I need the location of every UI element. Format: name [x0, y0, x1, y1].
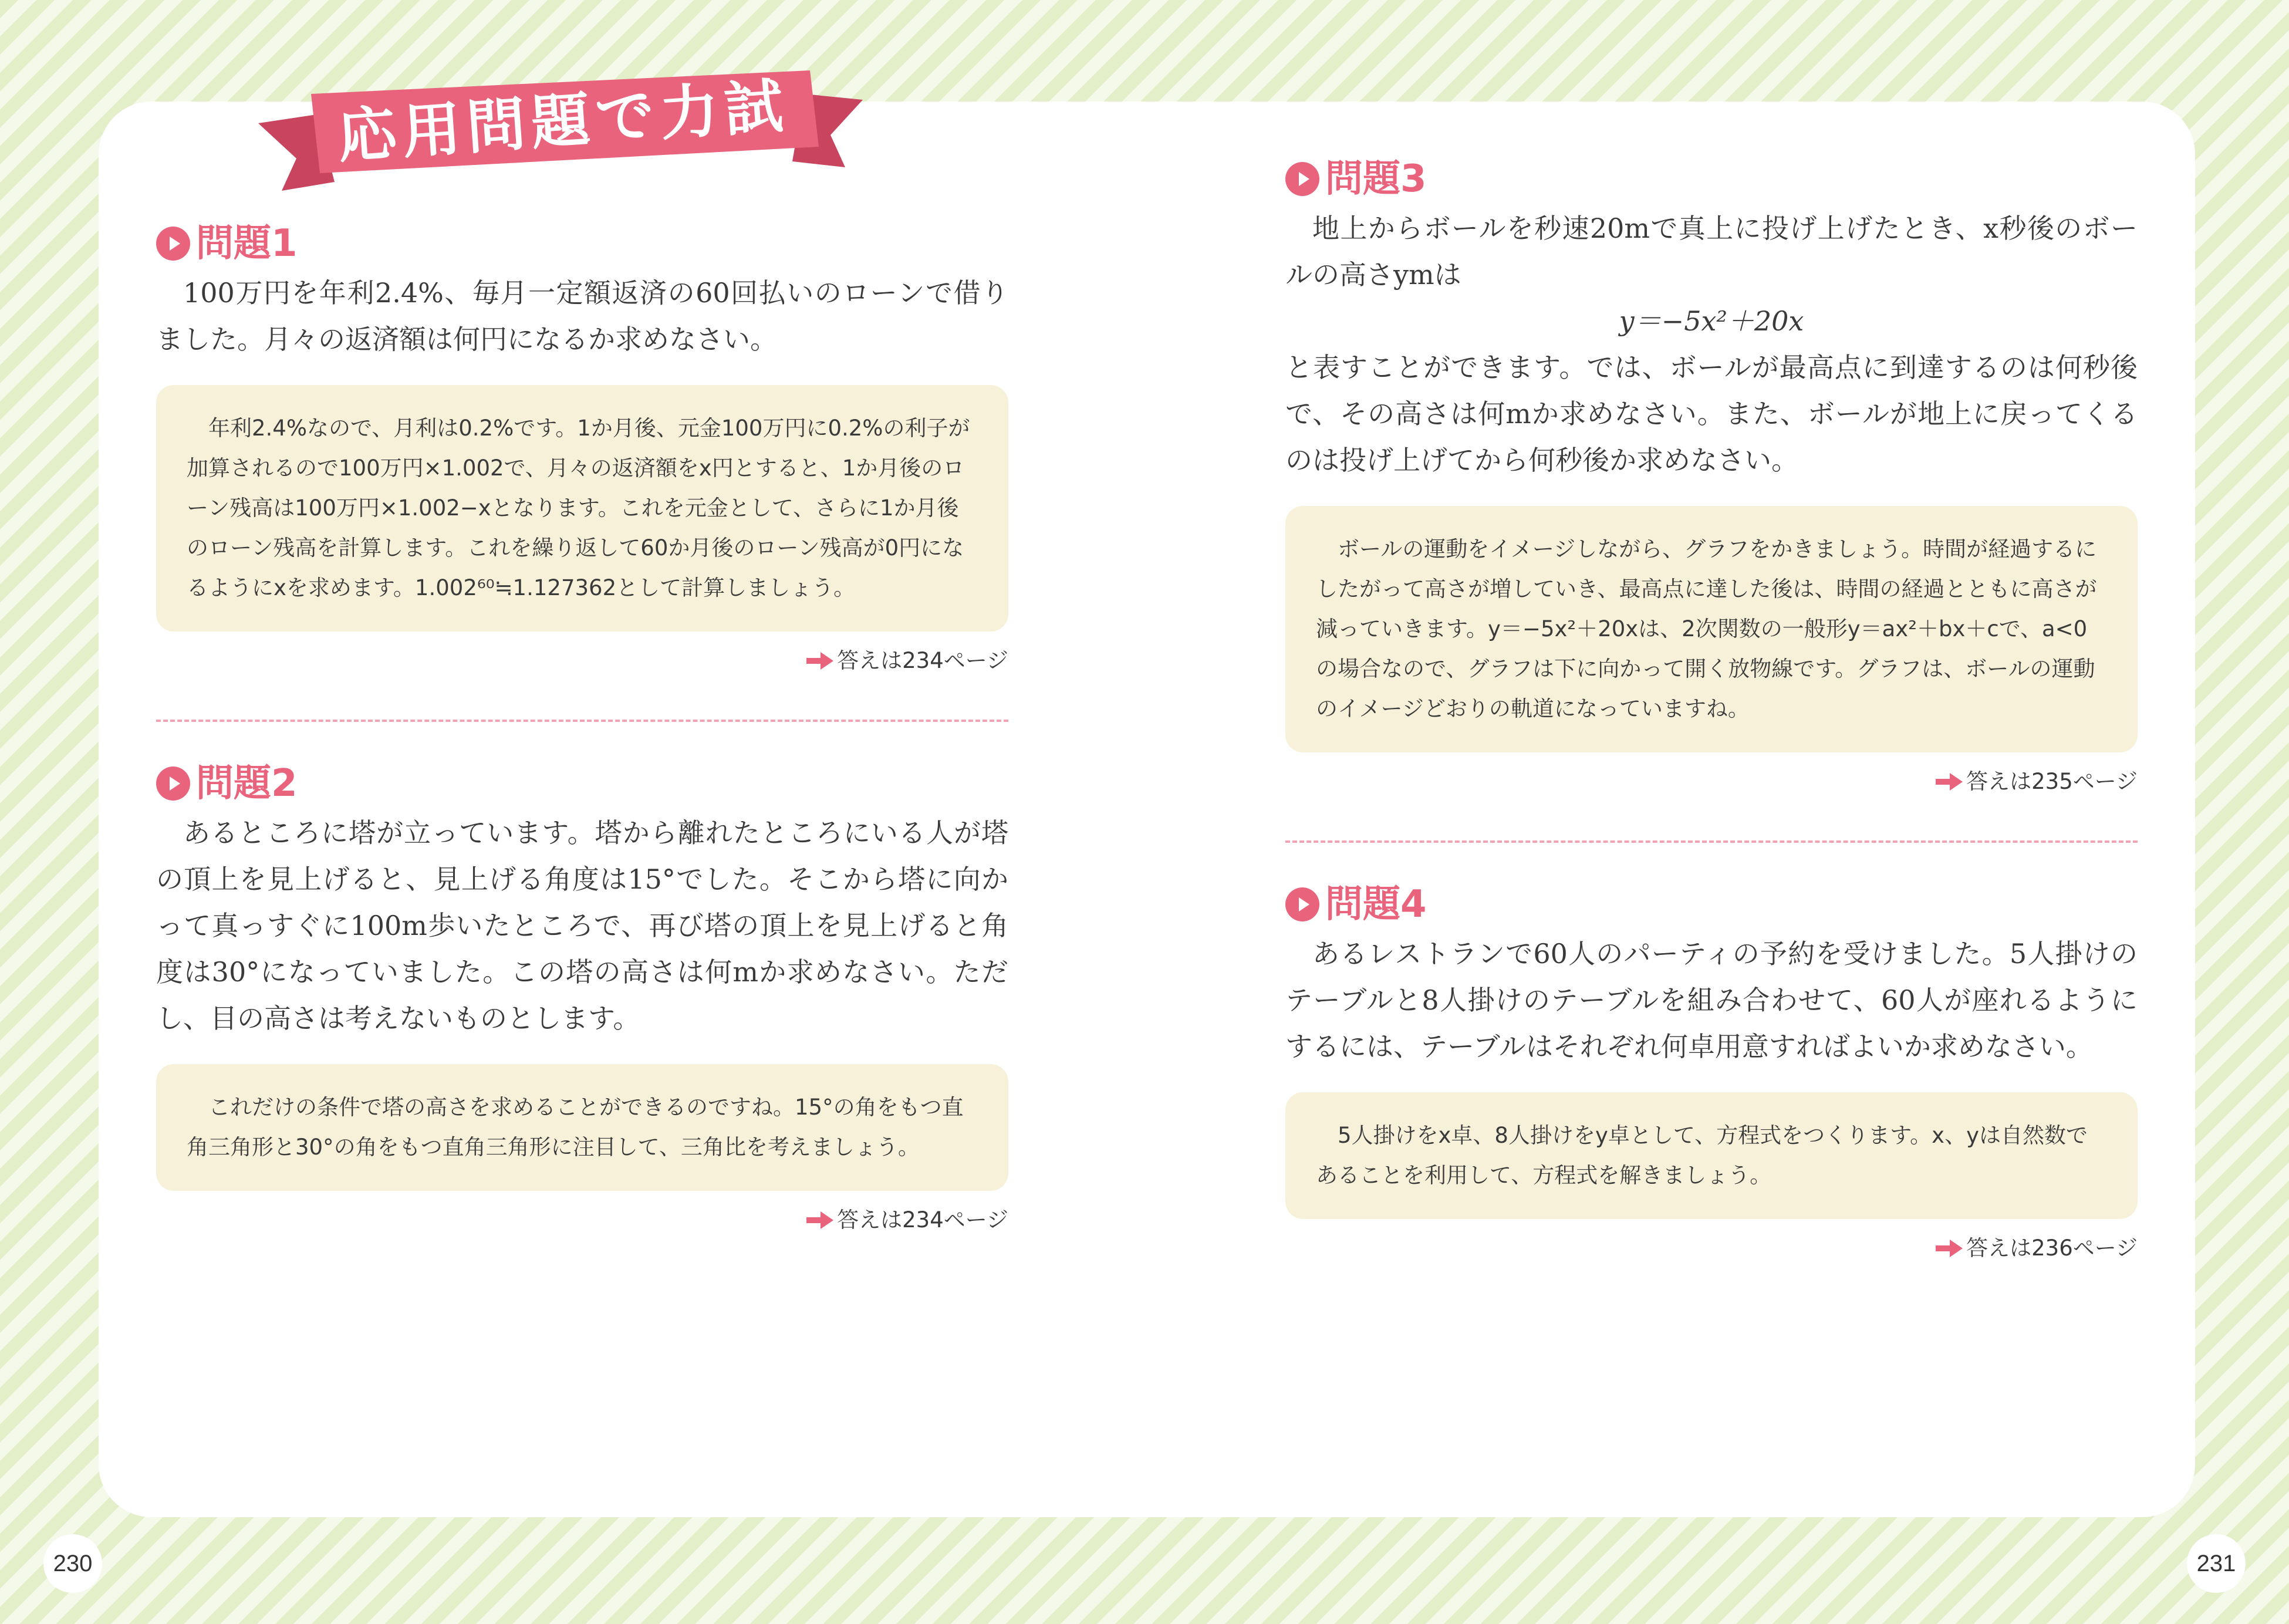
- problem-1-hint: 年利2.4%なので、月利は0.2%です。1か月後、元金100万円に0.2%の利子が加算されるので100万円×1.002で、月々の返済額をx円とすると、1か月後のローン残高は100万円×1.002−xとなります。これを元金として、さらに1か月後のローン残高を計算します。これを繰り返して60か月後のローン残高が0円になるようにxを求めます。1.002⁶⁰≒1.127362として計算しましょう。: [156, 385, 1008, 632]
- problem-4-hint: 5人掛けをx卓、8人掛けをy卓として、方程式をつくります。x、yは自然数であることを利用して、方程式を解きましょう。: [1285, 1092, 2138, 1219]
- play-icon: [156, 767, 190, 801]
- arrow-right-icon: [806, 1211, 833, 1229]
- play-icon: [1285, 887, 1319, 921]
- problem-4-title: 問題4: [1325, 883, 1427, 926]
- problem-4-answer-ref[interactable]: [1285, 1231, 2138, 1266]
- page-title: 応用問題で力試し: [335, 71, 792, 246]
- problem-3-text-before: 地上からボールを秒速20mで真上に投げ上げたとき、x秒後のボールの高さymは: [1285, 212, 2138, 291]
- section-divider: [156, 720, 1008, 722]
- problem-3-text-after: と表すことができます。では、ボールが最高点に到達するのは何秒後で、その高さは何mか求めなさい。また、ボールが地上に戻ってくるのは投げ上げてから何秒後か求めなさい。: [1285, 352, 2138, 476]
- problem-1-heading: [156, 217, 1008, 270]
- arrow-right-icon: [1936, 773, 1963, 791]
- left-column: [156, 217, 1008, 1238]
- problem-4-heading: [1285, 878, 2138, 931]
- problem-2-text: あるところに塔が立っています。塔から離れたところにいる人が塔の頂上を見上げると、見上げる角度は15°でした。そこから塔に向かって真っすぐに100m歩いたところで、再び塔の頂上を見上げると角度は30°になっていました。この塔の高さは何mか求めなさい。ただし、目の高さは考えないものとします。: [156, 817, 1008, 1034]
- page-number-right: 231: [2187, 1534, 2246, 1593]
- play-icon: [156, 227, 190, 261]
- problem-2-title: 問題2: [196, 762, 298, 805]
- section-divider: [1285, 840, 2138, 843]
- problem-1-answer-ref[interactable]: [156, 643, 1008, 678]
- problem-4-answer-label: 答えは236ページ: [1966, 1235, 2138, 1261]
- page-number-left: 230: [43, 1534, 102, 1593]
- problem-1-answer-label: 答えは234ページ: [837, 648, 1008, 673]
- problem-3-title: 問題3: [1325, 157, 1427, 201]
- problem-4-text: あるレストランで60人のパーティの予約を受けました。5人掛けのテーブルと8人掛けのテーブルを組み合わせて、60人が座れるようにするには、テーブルはそれぞれ何卓用意すればよいか求めなさい。: [1285, 938, 2138, 1062]
- play-icon: [1285, 162, 1319, 196]
- problem-2-heading: [156, 757, 1008, 810]
- problem-3-heading: [1285, 153, 2138, 205]
- problem-1-title: 問題1: [196, 222, 298, 265]
- problem-4: [1285, 878, 2138, 1266]
- arrow-right-icon: [1936, 1240, 1963, 1257]
- problem-1-text: 100万円を年利2.4%、毎月一定額返済の60回払いのローンで借りました。月々の返済額は何円になるか求めなさい。: [156, 277, 1008, 355]
- problem-3-answer-ref[interactable]: [1285, 764, 2138, 799]
- problem-2-hint: これだけの条件で塔の高さを求めることができるのですね。15°の角をもつ直角三角形と30°の角をもつ直角三角形に注目して、三角比を考えましょう。: [156, 1064, 1008, 1191]
- problem-3: [1285, 153, 2138, 799]
- right-column: [1285, 153, 2138, 1266]
- problem-3-answer-label: 答えは235ページ: [1966, 769, 2138, 794]
- arrow-right-icon: [806, 652, 833, 670]
- problem-2: [156, 757, 1008, 1238]
- problem-3-formula: y＝−5x²＋20x: [1619, 305, 1804, 337]
- problem-2-answer-ref[interactable]: [156, 1203, 1008, 1238]
- problem-3-hint: ボールの運動をイメージしながら、グラフをかきましょう。時間が経過するにしたがって高さが増していき、最高点に達した後は、時間の経過とともに高さが減っていきます。y＝−5x²＋20xは、2次関数の一般形y＝ax²＋bx＋cで、a<0の場合なので、グラフは下に向かって開く放物線です。グラフは、ボールの運動のイメージどおりの軌道になっていますね。: [1285, 506, 2138, 752]
- problem-2-answer-label: 答えは234ページ: [837, 1207, 1008, 1233]
- problem-1: [156, 217, 1008, 678]
